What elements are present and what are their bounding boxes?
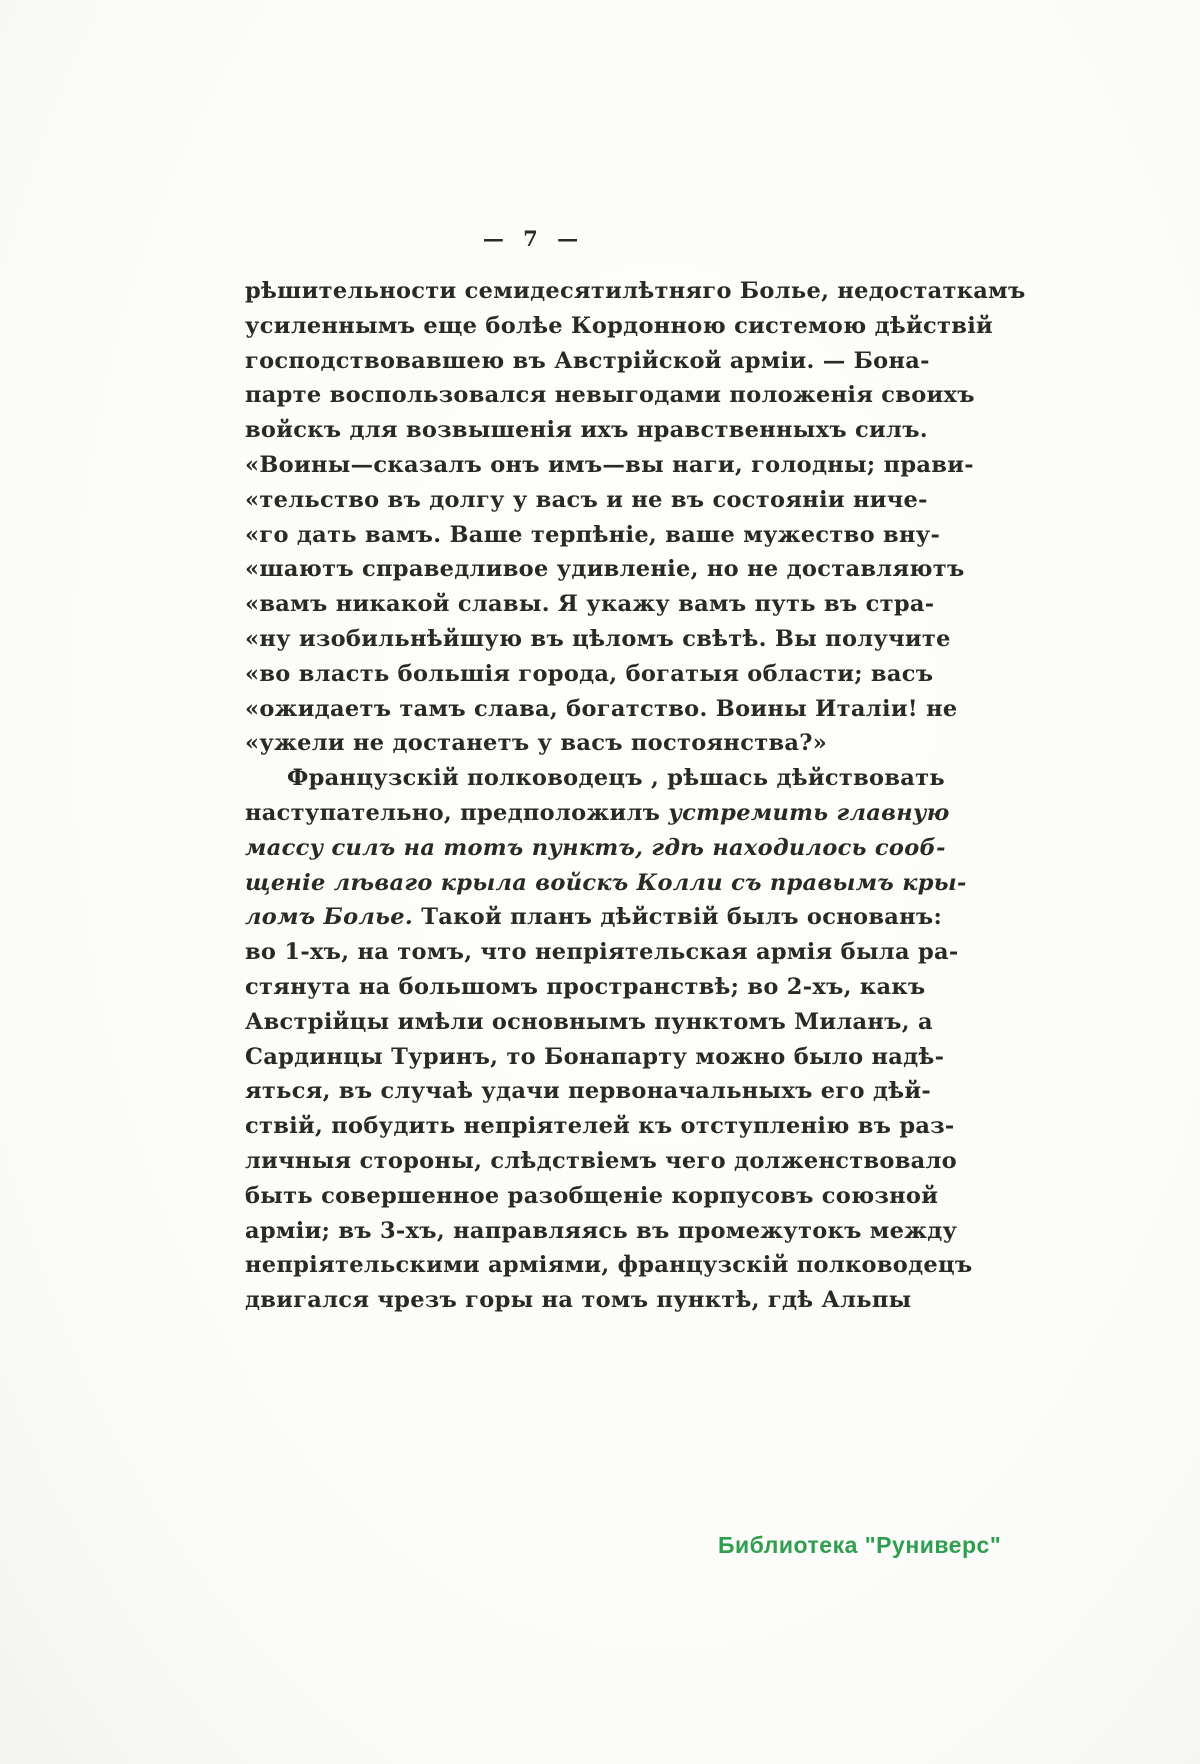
text-line [245,1248,973,1283]
text-line [245,1144,957,1179]
text-line [245,587,935,622]
text-line [245,1005,933,1040]
text-line [245,274,1026,309]
text-line [245,518,941,553]
text-line [245,1040,945,1075]
text-segment: господствовавшею въ Австрійской арміи. — Бона- [245,347,930,374]
text-line [245,552,965,587]
text-line [245,413,928,448]
text-segment: Французскій полководецъ , рѣшась дѣйствовать [287,765,945,792]
text-segment: «Воины—сказалъ онъ имъ—вы наги, голодны; прави- [245,451,974,478]
text-line [245,900,943,935]
text-segment: усиленнымъ еще болѣе Кордонною системою дѣйствій [245,312,994,339]
text-line [245,761,945,796]
page-number: — 7 — [482,226,585,251]
text-line [245,1109,955,1144]
text-segment: «ну изобильнѣйшую въ цѣломъ свѣтѣ. Вы получите [245,625,951,652]
text-line [245,344,930,379]
text-segment: рѣшительности семидесятилѣтняго Болье, недостаткамъ [245,278,1026,304]
text-segment: устремить главную [668,799,950,826]
text-line [245,309,994,344]
text-segment: во 1-хъ, на томъ, что непріятельская армія была ра- [245,939,959,966]
text-segment: Австрійцы имѣли основнымъ пунктомъ Миланъ, а [245,1008,933,1035]
text-segment: «го дать вамъ. Ваше терпѣніе, ваше мужество вну- [245,521,941,548]
text-line [245,726,828,761]
text-segment: «ужели не достанетъ у васъ постоянства?» [245,730,828,757]
text-segment: непріятельскими арміями, французскій полководецъ [245,1252,973,1279]
text-line [245,622,951,657]
text-segment: парте воспользовался невыгодами положенія своихъ [245,382,975,409]
text-segment: стянута на большомъ пространствѣ; во 2-хъ, какъ [245,973,926,1000]
text-line [245,448,974,483]
text-line [245,378,975,413]
text-segment: двигался чрезъ горы на томъ пунктѣ, гдѣ Альпы [245,1287,912,1314]
text-segment: яться, въ случаѣ удачи первоначальныхъ его дѣй- [245,1078,931,1105]
text-line [245,692,958,727]
text-block [245,274,1026,1318]
text-segment: личныя стороны, слѣдствіемъ чего долженствовало [245,1147,957,1174]
text-segment: ломъ Болье. [245,904,414,931]
text-segment: быть совершенное разобщеніе корпусовъ союзной [245,1182,939,1209]
text-segment: «тельство въ долгу у васъ и не въ состояніи ниче- [245,486,928,513]
text-line [245,483,928,518]
text-line [245,796,950,831]
text-segment: войскъ для возвышенія ихъ нравственныхъ силъ. [245,417,928,444]
text-segment: Такой планъ дѣйствій былъ основанъ: [413,904,943,931]
text-line [245,935,959,970]
text-segment: «ожидаетъ тамъ слава, богатство. Воины Италіи! не [245,695,958,722]
text-line [245,657,934,692]
text-line [245,831,946,866]
text-segment: арміи; въ 3-хъ, направляясь въ промежутокъ между [245,1217,958,1244]
text-segment: «во власть большія города, богатыя области; васъ [245,660,934,687]
text-line [245,1179,939,1214]
text-segment: массу силъ на тотъ пунктъ, гдѣ находилось сооб- [245,834,946,861]
text-line [245,1214,958,1249]
library-watermark: Библиотека "Руниверс" [718,1532,1002,1558]
text-segment: «вамъ никакой славы. Я укажу вамъ путь въ стра- [245,591,935,618]
text-segment: ствій, побудить непріятелей къ отступленію въ раз- [245,1113,955,1140]
text-segment: Сардинцы Туринъ, то Бонапарту можно было надѣ- [245,1043,945,1070]
text-line [245,866,967,901]
text-segment: «шаютъ справедливое удивленіе, но не доставляютъ [245,556,965,583]
text-segment: щеніе лѣваго крыла войскъ Колли съ правымъ кры- [245,869,967,896]
text-segment: наступательно, предположилъ [245,799,669,826]
text-line [245,1074,931,1109]
text-line [245,970,926,1005]
text-line [245,1283,912,1318]
